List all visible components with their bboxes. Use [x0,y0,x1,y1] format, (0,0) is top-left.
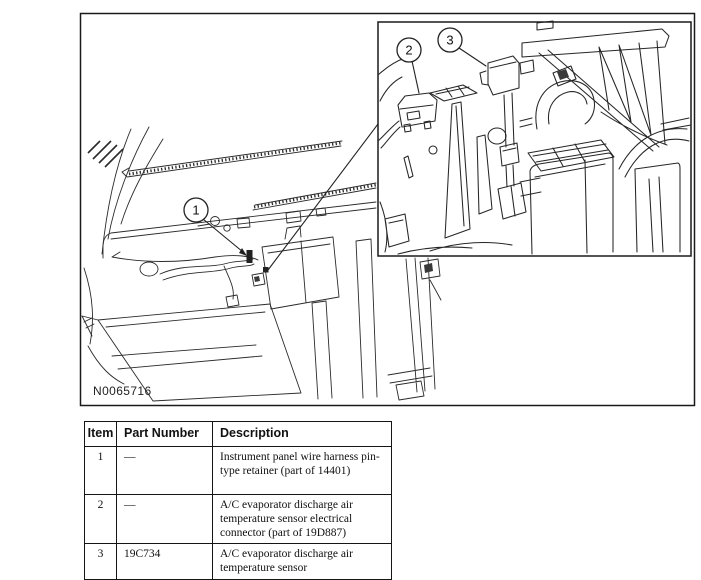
callout-2-label: 2 [405,42,413,58]
callout-1 [184,198,208,222]
table-row [85,447,392,495]
table-row [85,544,392,580]
cell-item-2: 2 [85,495,117,544]
table-row [85,495,392,544]
cell-item-1: 1 [85,447,117,495]
cell-part-1: — [117,447,213,495]
header-description: Description [213,422,392,447]
reference-end-marker [263,267,269,273]
pin-type-retainer [247,250,253,263]
cell-desc-2: A/C evaporator discharge air temperature sensor electrical connector (part of 19D887) [213,495,392,544]
cell-item-3: 3 [85,544,117,580]
cell-part-2: — [117,495,213,544]
parts-table [84,421,392,580]
callout-1-label: 1 [192,202,200,218]
parts-table-header-row [85,422,392,447]
figure-id-label: N0065716 [93,384,152,398]
cell-desc-3: A/C evaporator discharge air temperature sensor [213,544,392,580]
callout-2 [397,38,421,62]
header-item: Item [85,422,117,447]
cell-desc-1: Instrument panel wire harness pin-type retainer (part of 14401) [213,447,392,495]
callout-3-label: 3 [446,32,454,48]
cell-part-3: 19C734 [117,544,213,580]
callout-3 [438,28,462,52]
harness-connector-dark [254,276,260,282]
header-part-number: Part Number [117,422,213,447]
